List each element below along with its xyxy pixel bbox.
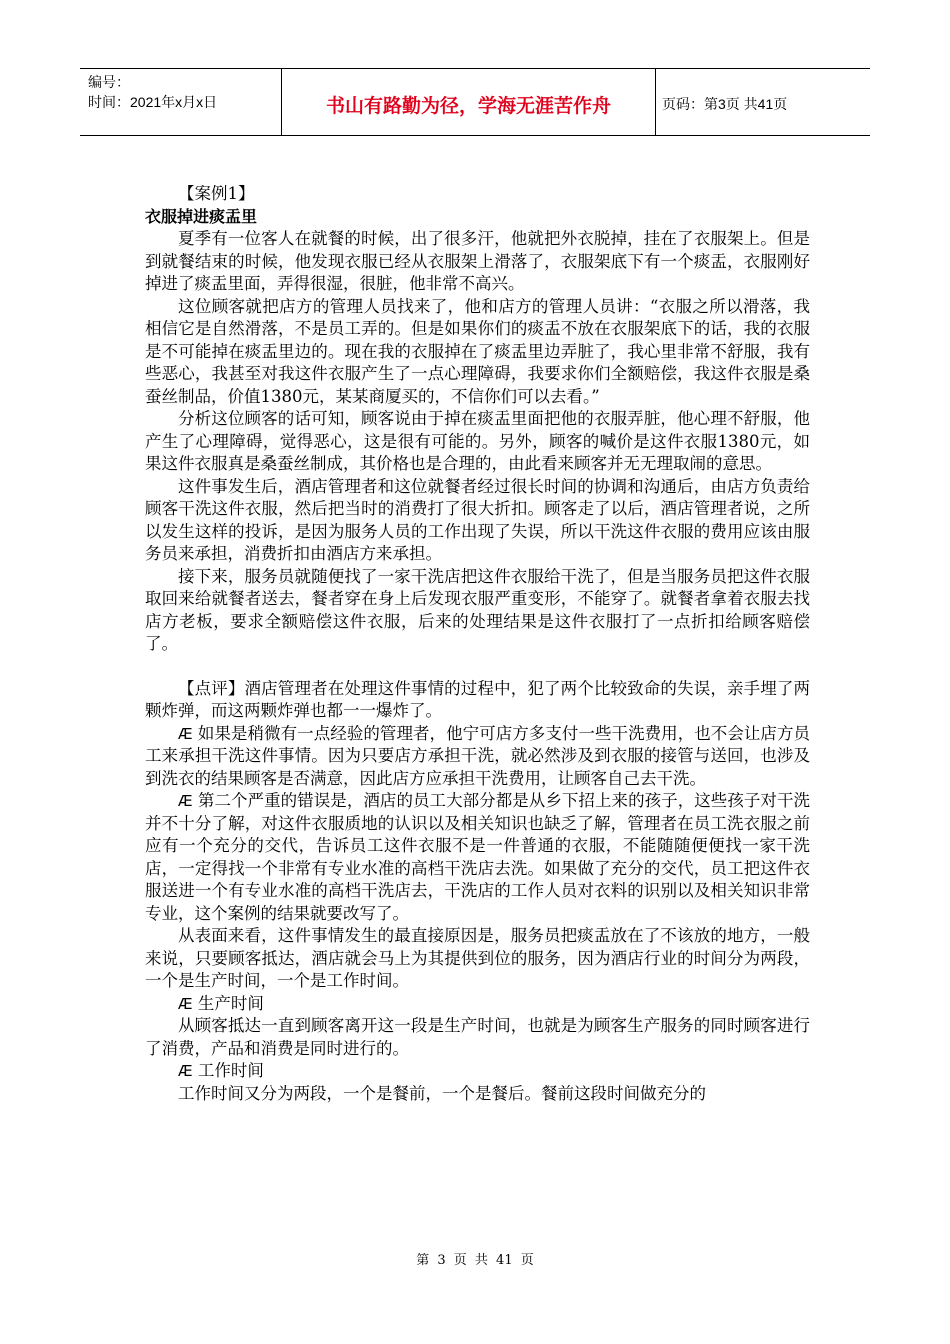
- bullet-icon: Æ: [178, 1062, 193, 1080]
- bullet-heading: [145, 1060, 810, 1083]
- document-number: 编号：: [88, 74, 130, 90]
- paragraph-text: 如果是稍微有一点经验的管理者，他宁可店方多支付一些干洗费用，也不会让店方员工来承担干洗这件事情。因为只要店方承担干洗，就必然涉及到衣服的接管与送回，也涉及到洗衣的结果顾客是否满意，因此店方应承担干洗费用，让顾客自己去干洗。: [145, 723, 811, 788]
- bullet-heading: [145, 993, 810, 1016]
- page-header: [80, 68, 870, 136]
- paragraph: 工作时间又分为两段，一个是餐前，一个是餐后。餐前这段时间做充分的: [178, 1083, 706, 1103]
- paragraph: 这件事发生后，酒店管理者和这位就餐者经过很长时间的协调和沟通后，由店方负责给顾客干洗这件衣服，然后把当时的消费打了很大折扣。顾客走了以后，酒店管理者说，之所以发生这样的投诉，是因为服务人员的工作出现了失误，所以干洗这件衣服的费用应该由服务员来承担，消费折扣由酒店方来承担。: [145, 476, 810, 563]
- page-footer: 第 3 页 共 41 页: [416, 1253, 534, 1268]
- paragraph: 从顾客抵达一直到顾客离开这一段是生产时间，也就是为顾客生产服务的同时顾客进行了消费，产品和消费是同时进行的。: [145, 1016, 810, 1058]
- document-time: 时间：2021年x月x日: [88, 94, 218, 110]
- bullet-icon: Æ: [178, 792, 193, 810]
- document-body: [145, 183, 810, 1105]
- heading-text: 工作时间: [197, 1061, 264, 1080]
- review-paragraph: 【点评】酒店管理者在处理这件事情的过程中，犯了两个比较致命的失误，亲手埋了两颗炸弹，而这两颗炸弹也都一一爆炸了。: [145, 678, 810, 720]
- paragraph: 夏季有一位客人在就餐的时候，出了很多汗，他就把外衣脱掉，挂在了衣服架上。但是到就餐结束的时候，他发现衣服已经从衣服架上滑落了，衣服架底下有一个痰盂，衣服刚好掉进了痰盂里面，弄得很湿，很脏，他非常不高兴。: [145, 229, 810, 293]
- bullet-icon: Æ: [178, 994, 193, 1013]
- paragraph: 分析这位顾客的话可知，顾客说由于掉在痰盂里面把他的衣服弄脏，他心理不舒服，他产生了心理障碍，觉得恶心，这是很有可能的。另外，顾客的喊价是这件衣服1380元，如果这件衣服真是桑蚕丝制成，其价格也是合理的，由此看来顾客并无无理取闹的意思。: [145, 409, 810, 473]
- header-meta-cell: [80, 69, 282, 135]
- paragraph-text: 第二个严重的错误是，酒店的员工大部分都是从乡下招上来的孩子，这些孩子对干洗并不十分了解，对这件衣服质地的认识以及相关知识也缺乏了解，管理者在员工洗衣服之前应有一个充分的交代，告诉员工这件衣服不是一件普通的衣服，不能随随便便找一家干洗店，一定得找一个非常有专业水准的高档干洗店去洗。如果做了充分的交代，员工把这件衣服送进一个有专业水准的高档干洗店去，干洗店的工作人员对衣料的识别以及相关知识非常专业，这个案例的结果就要改写了。: [145, 791, 811, 923]
- case-label: 【案例1】: [178, 184, 255, 203]
- paragraph-gap: [145, 656, 810, 678]
- bullet-paragraph: [145, 723, 810, 791]
- header-page-info: 页码：第3页 共41页: [662, 96, 788, 112]
- header-motto: 书山有路勤为径，学海无涯苦作舟: [282, 69, 656, 135]
- case-title: 衣服掉进痰盂里: [145, 206, 258, 226]
- paragraph: 从表面来看，这件事情发生的最直接原因是，服务员把痰盂放在了不该放的地方，一般来说，只要顾客抵达，酒店就会马上为其提供到位的服务，因为酒店行业的时间分为两段，一个是生产时间，一个是工作时间。: [145, 926, 810, 990]
- paragraph: 接下来，服务员就随便找了一家干洗店把这件衣服给干洗了，但是当服务员把这件衣服取回来给就餐者送去，餐者穿在身上后发现衣服严重变形，不能穿了。就餐者拿着衣服去找店方老板，要求全额赔偿这件衣服，后来的处理结果是这件衣服打了一点折扣给顾客赔偿了。: [145, 566, 810, 653]
- heading-text: 生产时间: [197, 993, 264, 1013]
- paragraph: 这位顾客就把店方的管理人员找来了，他和店方的管理人员讲：“衣服之所以滑落，我相信它是自然滑落，不是员工弄的。但是如果你们的痰盂不放在衣服架底下的话，我的衣服是不可能掉在痰盂里边的。现在我的衣服掉在了痰盂里边弄脏了，我心里非常不舒服，我有些恶心，我甚至对我这件衣服产生了一点心理障碍，我要求你们全额赔偿，我这件衣服是桑蚕丝制品，价值1380元，某某商厦买的，不信你们可以去看。”: [145, 296, 810, 406]
- bullet-icon: Æ: [178, 724, 193, 743]
- bullet-paragraph: [145, 790, 810, 925]
